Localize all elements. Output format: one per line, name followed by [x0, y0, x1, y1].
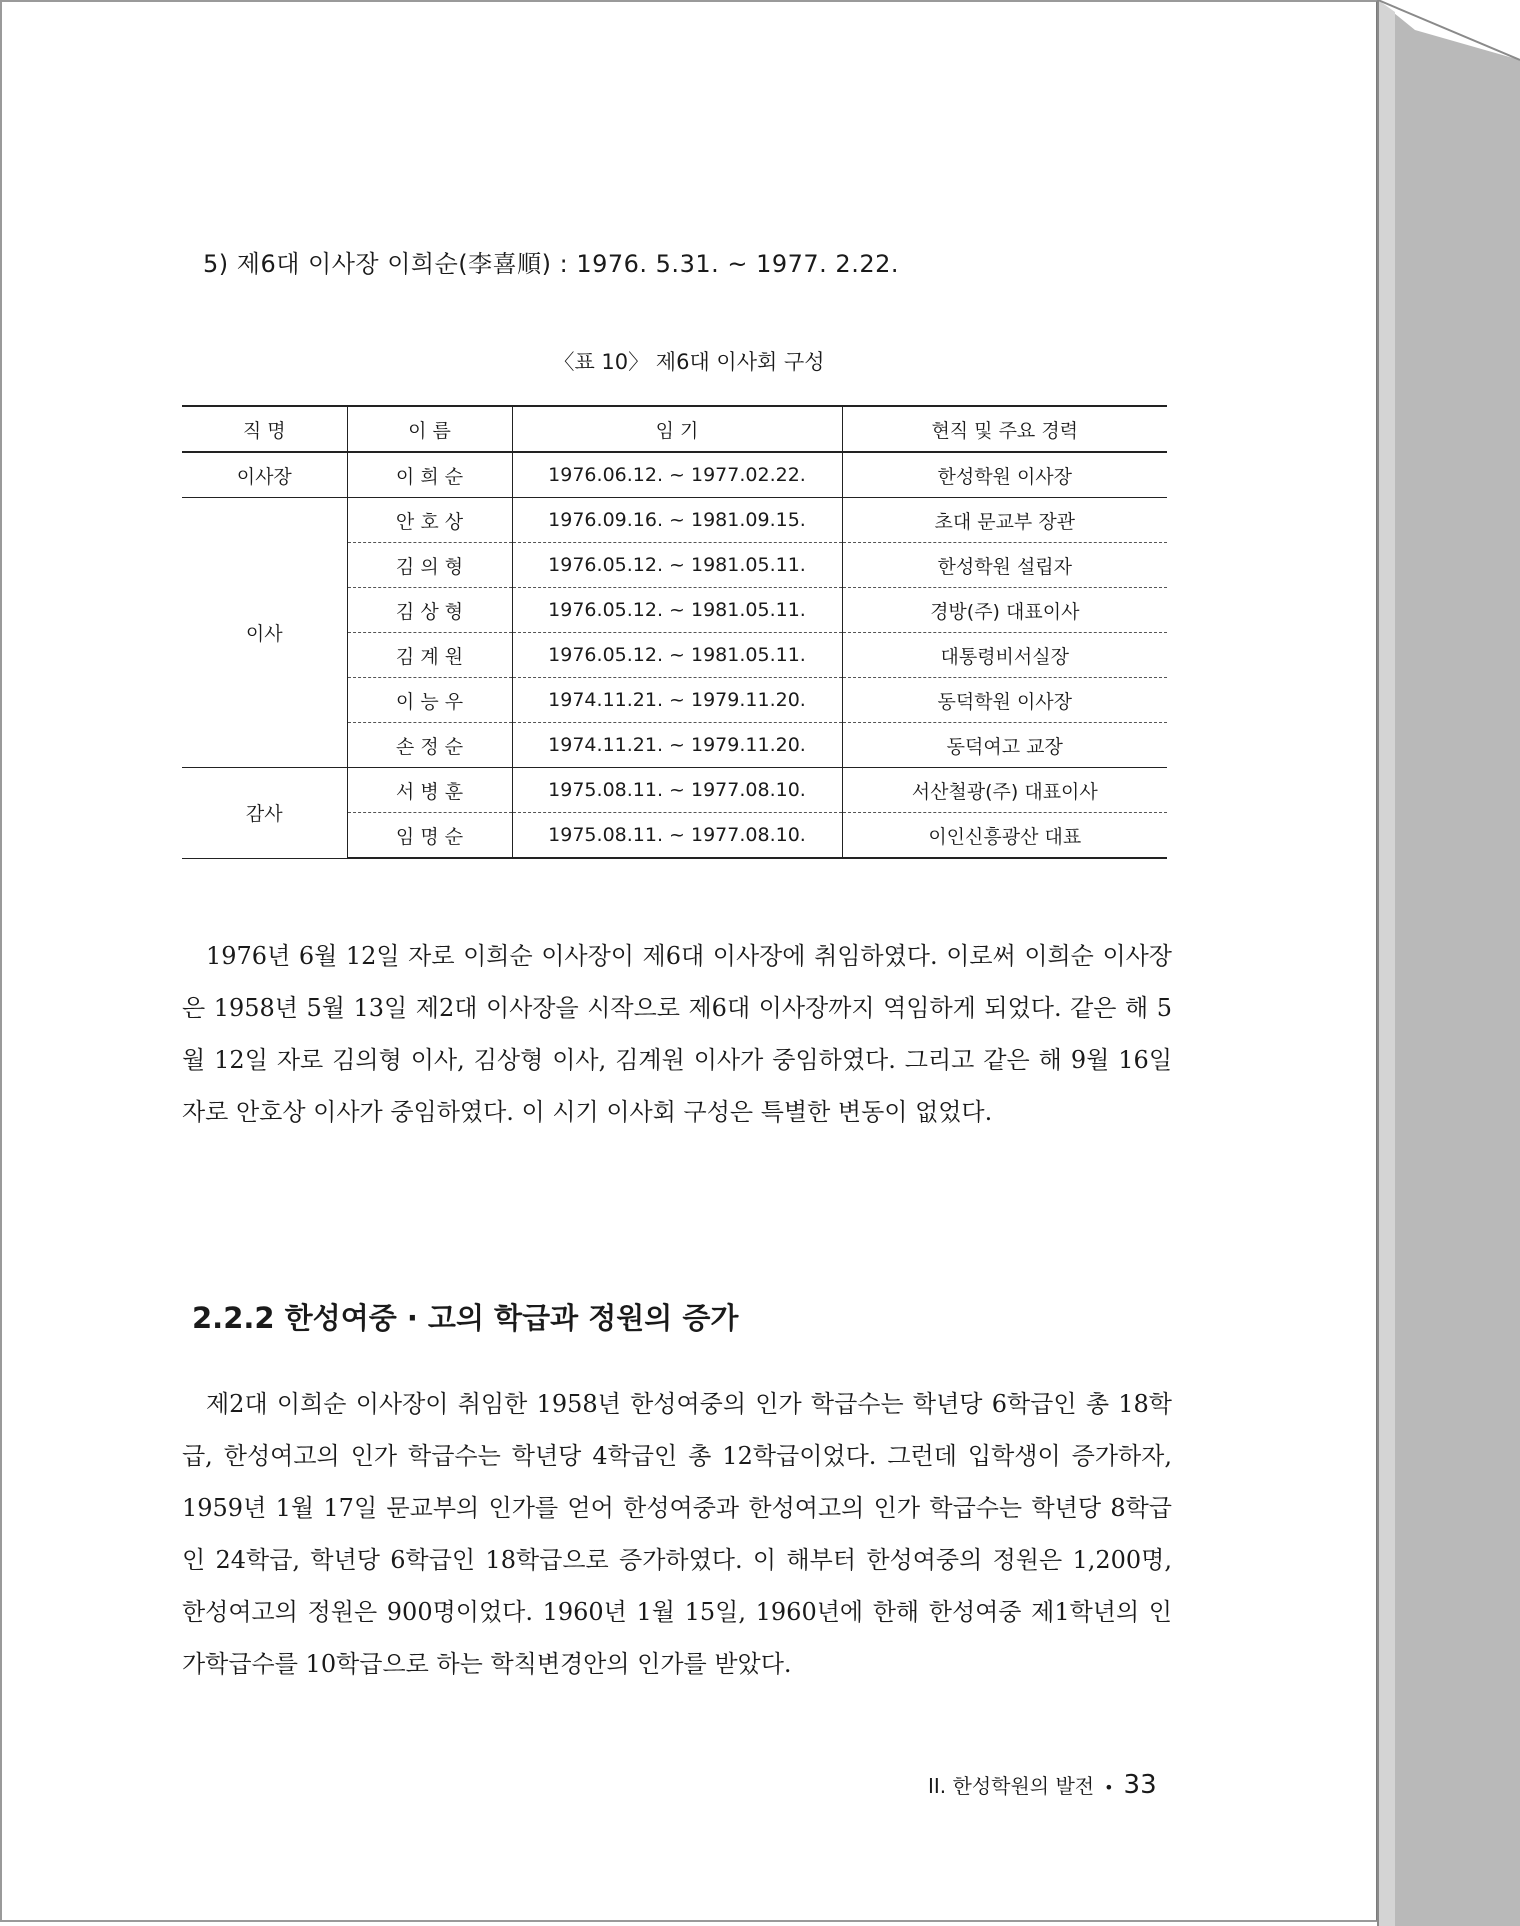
term-cell: 1974.11.21. ~ 1979.11.20.: [512, 678, 842, 723]
term-cell: 1975.08.11. ~ 1977.08.10.: [512, 813, 842, 859]
career-cell: 동덕학원 이사장: [842, 678, 1167, 723]
term-cell: 1976.09.16. ~ 1981.09.15.: [512, 498, 842, 543]
career-cell: 한성학원 설립자: [842, 543, 1167, 588]
term-cell: 1976.05.12. ~ 1981.05.11.: [512, 543, 842, 588]
name-cell: 안 호 상: [347, 498, 512, 543]
term-cell: 1975.08.11. ~ 1977.08.10.: [512, 768, 842, 813]
table-header-row: [182, 406, 1167, 452]
subsection-heading: 2.2.2 한성여중 · 고의 학급과 정원의 증가: [192, 1301, 739, 1335]
header-term: 임 기: [512, 406, 842, 452]
table-row: [182, 768, 1167, 813]
body-paragraph: 제2대 이희순 이사장이 취임한 1958년 한성여중의 인가 학급수는 학년당 6학급인 총 18학급, 한성여고의 인가 학급수는 학년당 4학급인 총 12학급이었다. 그런데 입학생이 증가하자, 1959년 1월 17일 문교부의 인가를 얻어 한성여중과 한성여고의 인가 학급수는 학년당 8학급인 24학급, 학년당 6학급인 18학급으로 증가하였다. 이 해부터 한성여중의 정원은 1,200명, 한성여고의 정원은 900명이었다. 1960년 1월 15일, 1960년에 한해 한성여중 제1학년의 인가학급수를 10학급으로 하는 학칙변경안의 인가를 받았다.: [182, 1390, 1172, 1678]
career-cell: 대통령비서실장: [842, 633, 1167, 678]
name-cell: 이 희 순: [347, 452, 512, 498]
name-cell: 손 정 순: [347, 723, 512, 768]
table-caption: 〈표 10〉 제6대 이사회 구성: [553, 350, 825, 374]
page-footer: [928, 1770, 1157, 1800]
header-position: 직 명: [182, 406, 347, 452]
name-cell: 서 병 훈: [347, 768, 512, 813]
page-number: 33: [1123, 1770, 1157, 1800]
name-cell: 김 의 형: [347, 543, 512, 588]
career-cell: 초대 문교부 장관: [842, 498, 1167, 543]
term-cell: 1974.11.21. ~ 1979.11.20.: [512, 723, 842, 768]
header-career: 현직 및 주요 경력: [842, 406, 1167, 452]
term-cell: 1976.05.12. ~ 1981.05.11.: [512, 588, 842, 633]
career-cell: 경방(주) 대표이사: [842, 588, 1167, 633]
role-cell: 감사: [182, 768, 347, 859]
name-cell: 김 계 원: [347, 633, 512, 678]
section-heading: 5) 제6대 이사장 이희순(李喜順) : 1976. 5.31. ~ 1977. 2.22.: [203, 250, 900, 278]
bullet-icon: •: [1104, 1778, 1114, 1797]
term-cell: 1976.05.12. ~ 1981.05.11.: [512, 633, 842, 678]
career-cell: 이인신흥광산 대표: [842, 813, 1167, 859]
table-row: [182, 498, 1167, 543]
name-cell: 김 상 형: [347, 588, 512, 633]
table-row: [182, 452, 1167, 498]
chapter-title: II. 한성학원의 발전: [928, 1774, 1095, 1798]
career-cell: 한성학원 이사장: [842, 452, 1167, 498]
role-cell: 이사: [182, 498, 347, 768]
name-cell: 임 명 순: [347, 813, 512, 859]
career-cell: 동덕여고 교장: [842, 723, 1167, 768]
term-cell: 1976.06.12. ~ 1977.02.22.: [512, 452, 842, 498]
name-cell: 이 능 우: [347, 678, 512, 723]
role-cell: 이사장: [182, 452, 347, 498]
board-members-table: [182, 405, 1167, 859]
body-paragraph: 1976년 6월 12일 자로 이희순 이사장이 제6대 이사장에 취임하였다. 이로써 이희순 이사장은 1958년 5월 13일 제2대 이사장을 시작으로 제6대 이사장까지 역임하게 되었다. 같은 해 5월 12일 자로 김의형 이사, 김상형 이사, 김계원 이사가 중임하였다. 그리고 같은 해 9월 16일 자로 안호상 이사가 중임하였다. 이 시기 이사회 구성은 특별한 변동이 없었다.: [182, 942, 1172, 1126]
career-cell: 서산철광(주) 대표이사: [842, 768, 1167, 813]
header-name: 이 름: [347, 406, 512, 452]
